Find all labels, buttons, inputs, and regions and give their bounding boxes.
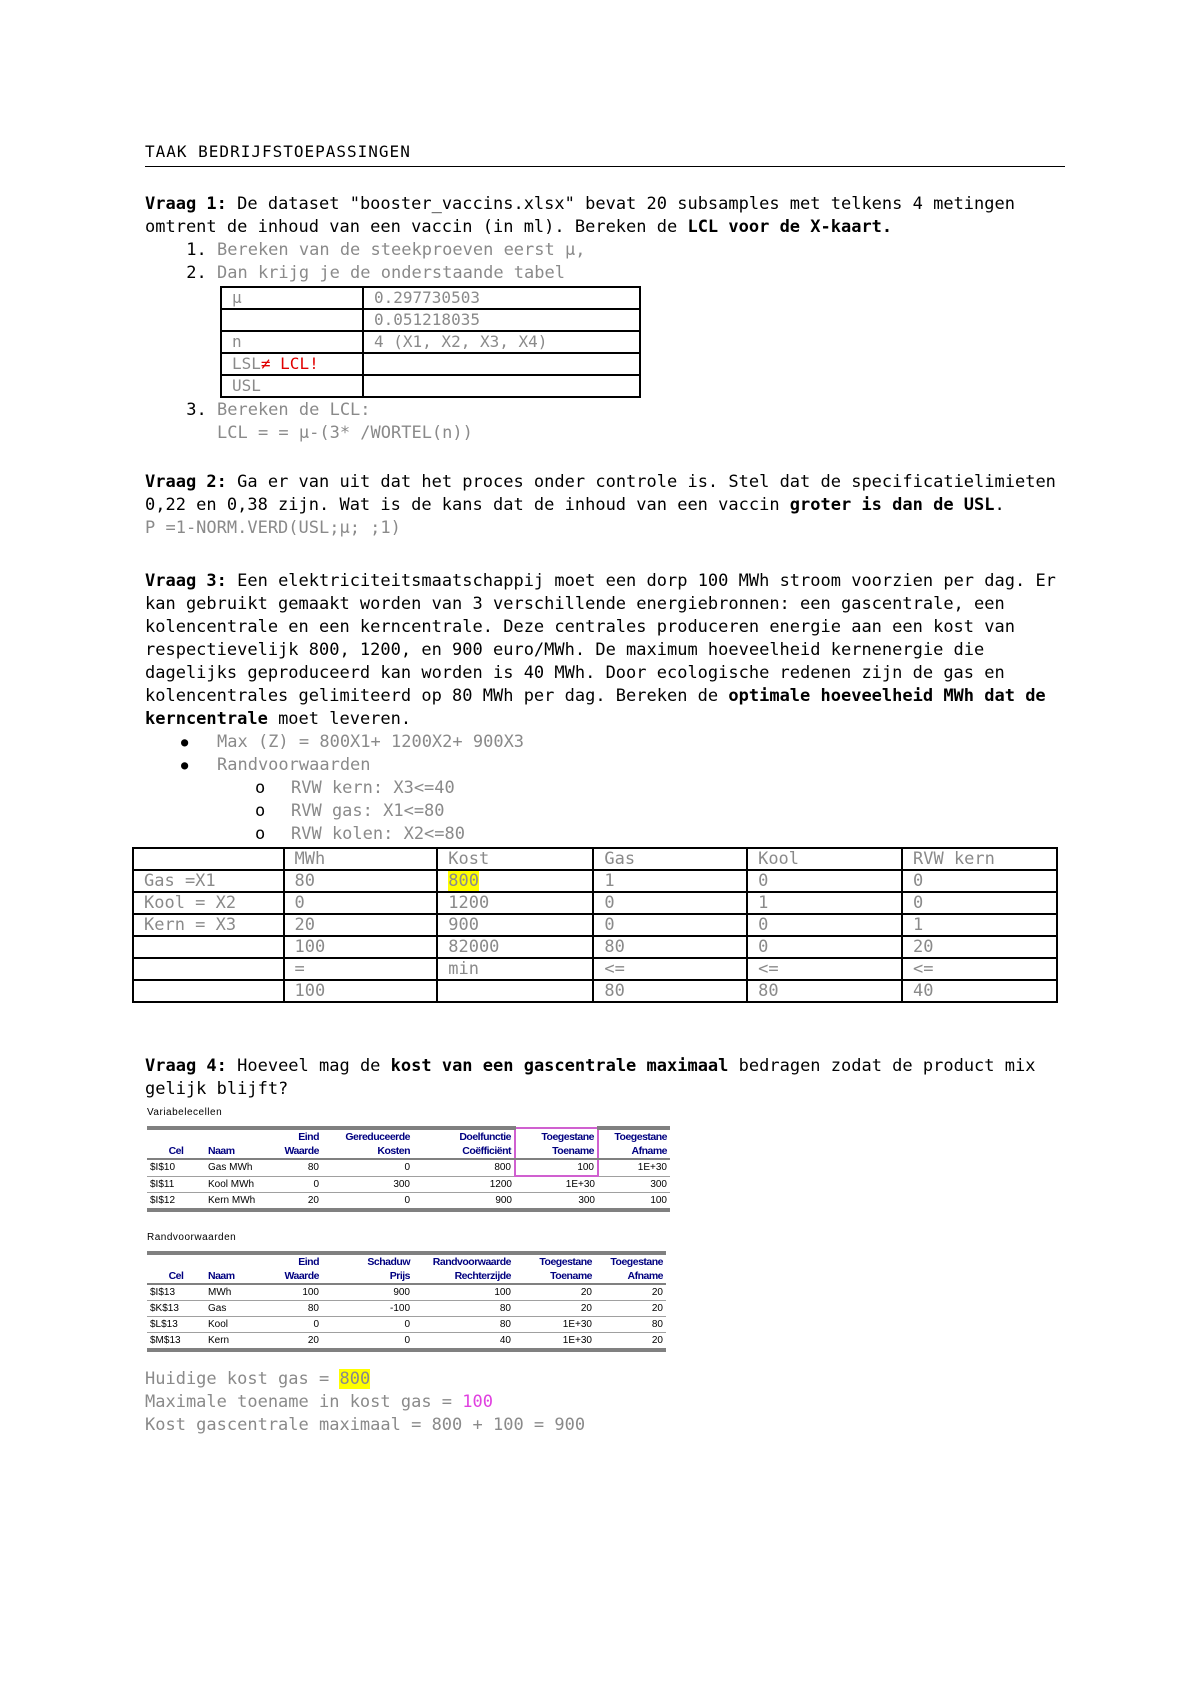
table-cell: 80 (271, 1301, 322, 1317)
table-cell: 0 (322, 1159, 413, 1176)
column-header: Afname (598, 1144, 670, 1159)
table-cell: $K$13 (147, 1301, 205, 1317)
table-row (133, 914, 1057, 936)
table-cell: 1 (747, 892, 902, 914)
column-header (205, 1128, 271, 1144)
column-header: Toegestane (514, 1253, 595, 1269)
table-cell (437, 980, 593, 1002)
table-cell: 0 (271, 1176, 322, 1193)
table-cell: 100 (413, 1284, 514, 1301)
table-cell: 20 (595, 1301, 666, 1317)
table-cell: Gas MWh (205, 1159, 271, 1176)
lp-table (132, 847, 1058, 1003)
table-cell: 20 (284, 914, 438, 936)
table-cell: 20 (595, 1284, 666, 1301)
table-cell (133, 848, 284, 870)
table-cell: RVW kern (902, 848, 1057, 870)
table-cell: 80 (413, 1301, 514, 1317)
column-header: Coëfficiënt (413, 1144, 515, 1159)
column-header: Kosten (322, 1144, 413, 1159)
question-3-bullets (145, 731, 1065, 777)
table-row (147, 1284, 666, 1301)
table-cell: 900 (322, 1284, 413, 1301)
column-header: Waarde (271, 1269, 322, 1284)
table-cell: 40 (413, 1333, 514, 1351)
table-cell: 900 (437, 914, 593, 936)
question-4-label: Vraag 4: (145, 1056, 227, 1076)
column-header: Toename (514, 1269, 595, 1284)
document-page (145, 140, 1065, 1437)
question-1-steps-cont (145, 399, 1065, 445)
table-cell: 0 (322, 1193, 413, 1211)
table-cell: Kool (205, 1317, 271, 1333)
constraint-kolen: o RVW kolen: X2<=80 (291, 823, 1065, 846)
table-cell: Kern MWh (205, 1193, 271, 1211)
column-header: Waarde (271, 1144, 322, 1159)
table-row (133, 870, 1057, 892)
question-2-label: Vraag 2: (145, 472, 227, 492)
column-header: Cel (147, 1269, 205, 1284)
table-cell: 80 (747, 980, 902, 1002)
column-header: Randvoorwaarde (413, 1253, 514, 1269)
constraints-label: ● Randvoorwaarden (217, 754, 1065, 777)
sensitivity-report (145, 1101, 1065, 1352)
table-cell: 20 (902, 936, 1057, 958)
objective-function: ● Max (Z) = 800X1+ 1200X2+ 900X3 (217, 731, 1065, 754)
column-header: Doelfunctie (413, 1128, 515, 1144)
table-cell: 82000 (437, 936, 593, 958)
lcl-warning: ≠ LCL! (260, 354, 319, 373)
table-cell: Kool = X2 (133, 892, 284, 914)
table-row: 0.051218035 (221, 309, 640, 331)
table-row (147, 1333, 666, 1351)
table-cell: 80 (595, 1317, 666, 1333)
table-cell: 100 (598, 1193, 670, 1211)
table-cell: <= (902, 958, 1057, 980)
table-cell: MWh (205, 1284, 271, 1301)
table-row: LSL≠ LCL! (221, 353, 640, 375)
column-header: Eind (271, 1128, 322, 1144)
column-header: Toegestane (515, 1128, 598, 1144)
column-header (147, 1253, 205, 1269)
column-header: Toename (515, 1144, 598, 1159)
column-header: Naam (205, 1269, 271, 1284)
column-header (205, 1253, 271, 1269)
question-2: Vraag 2: Ga er van uit dat het proces onder controle is. Stel dat de specificatielimieten 0,22 en 0,38 zijn. Wat is de kans dat de inhoud van een vaccin groter is dan de USL. (145, 472, 1056, 515)
table-cell: 1200 (413, 1176, 515, 1193)
step-1: 1. Bereken van de steekproeven eerst µ, (217, 239, 1065, 262)
column-header: Cel (147, 1144, 205, 1159)
table-cell: $L$13 (147, 1317, 205, 1333)
table-cell: 20 (514, 1301, 595, 1317)
table-cell (133, 958, 284, 980)
max-increase-value: 100 (462, 1392, 493, 1412)
table-cell: 100 (271, 1284, 322, 1301)
table-row: µ 0.297730503 (221, 287, 640, 309)
table-cell: = (284, 958, 438, 980)
question-2-formula: P =1-NORM.VERD(USL;µ; ;1) (145, 518, 401, 538)
question-1-label: Vraag 1: (145, 194, 227, 214)
table-cell: 20 (271, 1333, 322, 1351)
column-header: Naam (205, 1144, 271, 1159)
table-cell: Gas =X1 (133, 870, 284, 892)
constraints-caption: Randvoorwaarden (147, 1232, 237, 1243)
table-cell: $I$11 (147, 1176, 205, 1193)
table-row (147, 1176, 670, 1193)
table-cell: 100 (284, 980, 438, 1002)
question-1-steps (145, 239, 1065, 285)
question-3: Vraag 3: Een elektriciteitsmaatschappij moet een dorp 100 MWh stroom voorzien per dag. Er kan gebruikt gemaakt worden van 3 verschillende energiebronnen: een gascentrale, een kolencentrale en een kerncentrale. Deze centrales produceren energie aan een kost van respectievelijk 800, 1200, en 900 euro/MWh. De maximum hoeveelheid kernenergie die dagelijks geproduceerd kan worden is 40 MWh. Door ecologische redenen zijn de gas en kolencentrales gelimiteerd op 80 MWh per dag. Bereken de optimale hoeveelheid MWh dat de kerncentrale moet leveren. (145, 571, 1056, 729)
column-header: Rechterzijde (413, 1269, 514, 1284)
variable-cells-table (147, 1126, 670, 1212)
table-cell: Gas (205, 1301, 271, 1317)
table-row (133, 980, 1057, 1002)
table-cell: 20 (595, 1333, 666, 1351)
table-cell: Kern = X3 (133, 914, 284, 936)
table-cell: 300 (322, 1176, 413, 1193)
table-cell: 300 (598, 1176, 670, 1193)
table-row: USL (221, 375, 640, 397)
stats-table (220, 286, 641, 398)
table-cell (133, 936, 284, 958)
table-cell: 0 (902, 870, 1057, 892)
question-4: Vraag 4: Hoeveel mag de kost van een gascentrale maximaal bedragen zodat de product mix gelijk blijft? (145, 1056, 1036, 1099)
column-header (147, 1128, 205, 1144)
table-cell: Kool (747, 848, 902, 870)
table-cell: 0 (747, 914, 902, 936)
column-header: Gereduceerde (322, 1128, 413, 1144)
table-cell: 0 (902, 892, 1057, 914)
table-cell (437, 870, 593, 892)
question-3-label: Vraag 3: (145, 571, 227, 591)
column-header: Afname (595, 1269, 666, 1284)
table-row (133, 848, 1057, 870)
highlighted-cost: 800 (448, 871, 479, 891)
column-header: Toegestane (595, 1253, 666, 1269)
table-cell: 0 (747, 870, 902, 892)
constraints-list (145, 777, 1065, 846)
document-header: TAAK BEDRIJFSTOEPASSINGEN (145, 140, 1065, 167)
table-cell: 0 (747, 936, 902, 958)
table-cell: MWh (284, 848, 438, 870)
table-cell: 0 (271, 1317, 322, 1333)
table-row (133, 936, 1057, 958)
table-cell: $M$13 (147, 1333, 205, 1351)
result-line-1: Huidige kost gas = 800 (145, 1369, 371, 1389)
table-cell: 1E+30 (598, 1159, 670, 1176)
table-row (147, 1301, 666, 1317)
table-cell: 1E+30 (515, 1176, 598, 1193)
table-cell (133, 980, 284, 1002)
table-cell: 0 (284, 892, 438, 914)
column-header: Schaduw (322, 1253, 413, 1269)
table-cell: 100 (284, 936, 438, 958)
table-row (147, 1317, 666, 1333)
table-cell: 80 (593, 936, 747, 958)
table-cell: 900 (413, 1193, 515, 1211)
question-1-text: De dataset "booster_vaccins.xlsx" bevat 20 subsamples met telkens 4 metingen omtrent de inhoud van een vaccin (in ml). Bereken de (145, 194, 1015, 237)
table-cell: 100 (515, 1159, 598, 1176)
table-cell: 0 (593, 892, 747, 914)
variable-cells-caption: Variabelecellen (147, 1107, 223, 1118)
table-row: n 4 (X1, X2, X3, X4) (221, 331, 640, 353)
table-cell: Gas (593, 848, 747, 870)
constraints-table (147, 1251, 666, 1352)
table-row (147, 1159, 670, 1176)
table-cell: -100 (322, 1301, 413, 1317)
table-cell: 80 (284, 870, 438, 892)
table-cell: 300 (515, 1193, 598, 1211)
table-cell: 1200 (437, 892, 593, 914)
table-cell: $I$12 (147, 1193, 205, 1211)
result-line-3: Kost gascentrale maximaal = 800 + 100 = 900 (145, 1415, 586, 1435)
table-row (133, 892, 1057, 914)
table-cell: Kool MWh (205, 1176, 271, 1193)
table-cell: 0 (593, 914, 747, 936)
table-cell: min (437, 958, 593, 980)
table-cell: <= (593, 958, 747, 980)
table-cell: $I$10 (147, 1159, 205, 1176)
table-cell: 40 (902, 980, 1057, 1002)
result-line-2: Maximale toename in kost gas = 100 (145, 1392, 493, 1412)
table-row (133, 958, 1057, 980)
column-header: Prijs (322, 1269, 413, 1284)
question-1-bold: LCL voor de X-kaart. (687, 217, 893, 237)
table-cell: 80 (271, 1159, 322, 1176)
table-cell: 800 (413, 1159, 515, 1176)
table-cell: 1E+30 (514, 1317, 595, 1333)
question-1 (145, 193, 1065, 239)
table-cell: 1 (593, 870, 747, 892)
constraint-kern: o RVW kern: X3<=40 (291, 777, 1065, 800)
table-cell: Kost (437, 848, 593, 870)
table-cell: 20 (514, 1284, 595, 1301)
table-cell: 20 (271, 1193, 322, 1211)
current-cost-value: 800 (339, 1369, 371, 1389)
table-cell: $I$13 (147, 1284, 205, 1301)
table-cell: 80 (413, 1317, 514, 1333)
table-cell: 0 (322, 1317, 413, 1333)
column-header: Eind (271, 1253, 322, 1269)
constraint-gas: o RVW gas: X1<=80 (291, 800, 1065, 823)
table-cell: 1 (902, 914, 1057, 936)
step-2: 2. Dan krijg je de onderstaande tabel (217, 262, 1065, 285)
table-cell: <= (747, 958, 902, 980)
table-cell: Kern (205, 1333, 271, 1351)
step-3: 3. Bereken de LCL: LCL = = µ-(3* /WORTEL(n)) (217, 399, 1065, 445)
table-cell: 0 (322, 1333, 413, 1351)
table-cell: 80 (593, 980, 747, 1002)
table-cell: 1E+30 (514, 1333, 595, 1351)
column-header: Toegestane (598, 1128, 670, 1144)
table-row (147, 1193, 670, 1211)
